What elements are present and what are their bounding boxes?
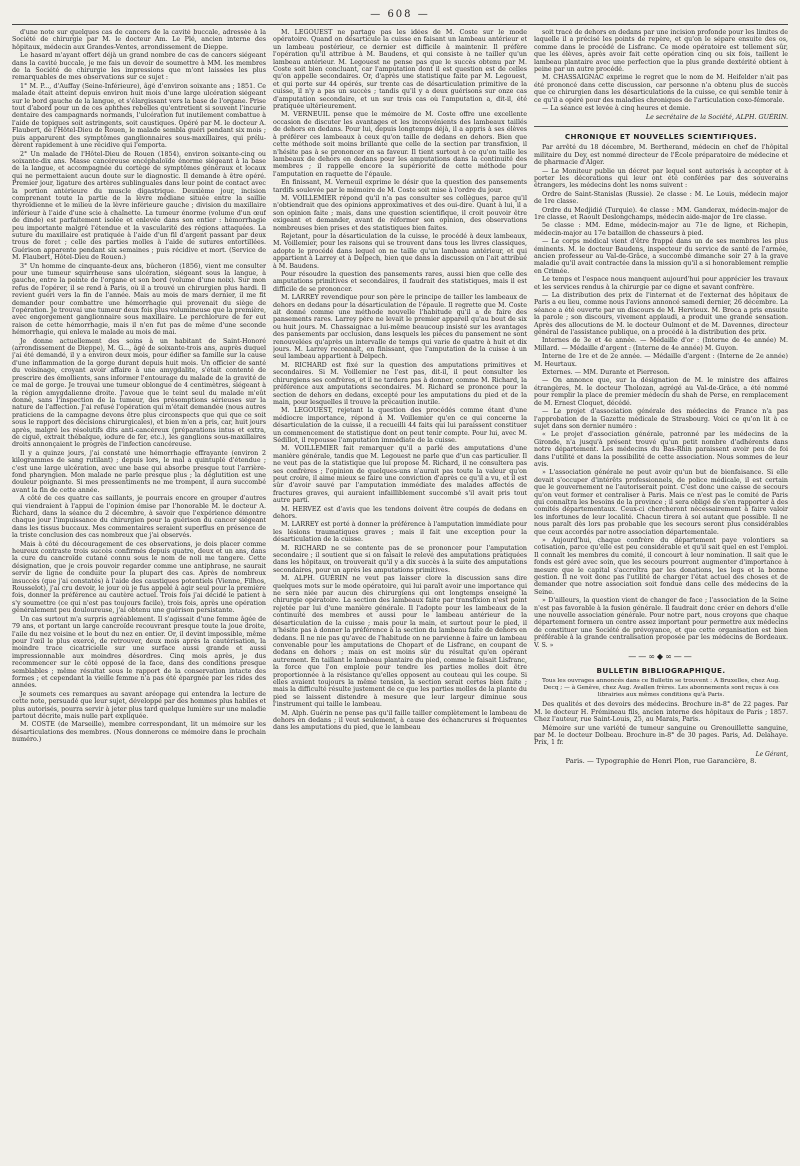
gerant-label: Le Gérant, xyxy=(755,750,788,758)
paragraph: — On annonce que, sur la désignation de M. le ministre des affaires étrangères, M. le docteur Tholozan, agrégé au Val-de-Grâce, a été nommé pour remplir la place de premier médecin du shah de Perse, en remplacement de M. Ernest Cloquet, décédé. xyxy=(534,377,788,407)
bulletin-heading: BULLETIN BIBLIOGRAPHIQUE. xyxy=(596,665,726,675)
paragraph: M. LARREY est porté à donner la préférence à l'amputation immédiate pour les lésions traumatiques graves ; mais il fait une exception pour la désarticulation de la cuisse. xyxy=(273,521,527,544)
bulletin-note: Tous les ouvrages annoncés dans ce Bulletin se trouvent : A Bruxelles, chez Aug. Decq ; — à Genève, chez Aug. Avallen frères. Les abonnements sont reçus à ces librairies aux mêmes conditions qu'à Paris. xyxy=(541,677,781,698)
paragraph: 2° Un malade de l'Hôtel-Dieu de Rouen (1854), environ soixante-cinq ou soixante-dix ans. Masse cancéreuse encéphaloïde énorme siégeant à la base de la langue, et accompagnée du cortège de symptômes généraux et locaux qui ne permettaient aucun doute sur le diagnostic. Il demande à être opéré. Premier jour, ligature des artères sublinguales dans leur point de contact avec la portion antérieure du muscle digastrique. Deuxième jour, incision comprenant toute la partie de la lèvre médiane située entre la saillie thyroïdienne et le milieu de la lèvre inférieure gauche ; division du maxillaire inférieur à l'aide d'une scie à chaînette. La tumeur énorme (volume d'un œuf de dinde) est parfaitement isolée et enlevée dans son entier : hémorrhagie peu importante malgré l'étendue et la vascularité des régions attaquées. La suture du maxillaire est pratiquée à l'aide d'un fil d'argent passant par deux trous de foret ; celle des parties molles à l'aide de sutures entortillées. Guérison apparente pendant six semaines ; puis récidive et mort. (Service de M. Flaubert, Hôtel-Dieu de Rouen.) xyxy=(12,150,266,262)
signature: Le secrétaire de la Société, ALPH. GUÉRIN. xyxy=(645,114,788,122)
columns xyxy=(12,29,788,1159)
paragraph: » Aujourd'hui, chaque confrère du département paye volontiers sa cotisation, parce qu'elle est peu considérable et qu'il sait quel en est l'emploi. Il connaît les membres du comité, il concourt à leur nomination. Il sait que le fonds est géré avec soin, que les secours pourront augmenter d'importance à mesure que le capital s'accroîtra par les donations, les legs et la bonne gestion. Il ne voit donc pas l'utilité de charger l'état actuel des choses et de demander que notre association soit fondue dans celle des médecins de la Seine. xyxy=(534,537,788,596)
paragraph: M. LEGOUEST ne partage pas les idées de M. Coste sur le mode opératoire. Quand on désarticule la cuisse en faisant un lambeau antérieur et un lambeau postérieur, ce dernier est difficile à maintenir. Il préfère l'opération qu'il attribue à M. Baudens, et qui consiste à ne tailler qu'un lambeau antérieur. M. Legouest ne pense pas que le succès obtenu par M. Coste soit bien concluant, car l'amputation dont il est question est de celles qu'on appelle secondaires. Or, d'après une statistique faite par M. Legouest, et qui porte sur 44 opérés, sur trente cas de désarticulation primitive de la cuisse, il n'y a pas un succès ; tandis qu'il y a deux guérisons sur onze cas d'amputation secondaire, et un sur trois cas où l'amputation a, dit-il, été pratiquée ultérieurement. xyxy=(273,29,527,111)
paragraph: Le temps et l'espace nous manquent aujourd'hui pour apprécier les travaux et les services rendus à la chirurgie par ce digne et savant confrère. xyxy=(534,276,788,291)
paragraph: Je soumets ces remarques au savant aréopage qui entendra la lecture de cette note, persuadé que leur sujet, développé par des hommes plus habiles et plus autorisés, pourra servir à jeter plus tard quelque lumière sur une maladie partout décrite, mais nulle part expliquée. xyxy=(12,690,266,720)
section-rule xyxy=(534,126,788,127)
imprint: Paris. — Typographie de Henri Plon, rue Garancière, 8. xyxy=(565,757,757,766)
paragraph: Rejetant, pour la désarticulation de la cuisse, le procédé à deux lambeaux, M. Voillemier, pour les raisons qui se trouvent dans tous les livres classiques, adopte le procédé dans lequel on ne taille qu'un lambeau antérieur, et qui appartient à Larrey et à Delpech, bien que dans la discussion on l'ait attribué à M. Baudens. xyxy=(273,232,527,270)
paragraph: » D'ailleurs, la question vient de changer de face ; l'association de la Seine n'est pas favorable à la fusion générale. Il faudrait donc créer en dehors d'elle une nouvelle association générale. Pour notre part, nous croyons que chaque département formera un centre assez important pour permettre aux médecins de constituer une Société de prévoyance, et que cette organisation est bien préférable à la grande centralisation proposée par les médecins de Bordeaux. V. S. » xyxy=(534,597,788,649)
paragraph: M. RICHARD ne se contente pas de se prononcer pour l'amputation secondaire ; il soutient que si on faisait le relevé des amputations pratiquées dans les hôpitaux, on trouverait qu'il y a dix succès à la suite des amputations secondaires, pour un après les amputations primitives. xyxy=(273,544,527,574)
paragraph: Le hasard m'ayant offert déjà un grand nombre de cas de cancers siégeant dans la cavité buccale, je me fais un devoir de soumettre à MM. les membres de la Société de chirurgie les impressions que m'ont laissées les plus remarquables de mes observations sur ce sujet : xyxy=(12,52,266,82)
chronique-text xyxy=(534,144,788,649)
paragraph: Des qualités et des devoirs des médecins. Brochure in-8° de 22 pages. Par M. le docteur H. Frémineau fils, ancien interne des hôpitaux de Paris ; 1857. Chez l'auteur, rue Saint-Louis, 25, au Marais, Paris. xyxy=(534,701,788,724)
paragraph: Externes. — MM. Durante et Pierreson. xyxy=(542,369,670,377)
paragraph: — Le Moniteur publie un décret par lequel sont autorisés à accepter et à porter les décorations qui leur ont été conférées par des souverains étrangers, les médecins dont les noms suivent : xyxy=(534,167,788,190)
header-rule xyxy=(12,24,788,25)
paragraph: — Le corps médical vient d'être frappé dans un de ses membres les plus éminents. M. le docteur Baudens, inspecteur du service de santé de l'armée, ancien professeur au Val-de-Grâce, a succombé dimanche soir 27 à la grave maladie qu'il avait contractée dans la mission qu'il a si honorablement remplie en Crimée. xyxy=(534,238,788,275)
paragraph: M. RICHARD est fixé sur la question des amputations primitives et secondaires. Si M. Voillemier ne l'est pas, dit-il, il peut consulter les chirurgiens ses confrères, et il ne tardera pas à donner, comme M. Richard, la préférence aux amputations secondaires. M. Richard se prononce pour la section de dehors en dedans, excepté pour les amputations du pied et de la main, pour lesquelles il trouve la précaution inutile. xyxy=(273,361,527,406)
paragraph: Ordre du Medjidié (Turquie). 4e classe : MM. Ganderax, médecin-major de 1re classe, et Raoult Deslongchamps, médecin aide-major de 1re classe. xyxy=(534,206,788,221)
paragraph: M. Alph. Guérin ne pense pas qu'il faille tailler complètement le lambeau de dehors en dedans ; il veut seulement, à cause des échancrures si fréquentes dans les amputations du pied, que le lambeau xyxy=(273,709,527,732)
paragraph: M. LARREY revendique pour son père le principe de tailler les lambeaux de dehors en dedans pour la désarticulation de l'épaule. Il regrette que M. Coste ait donné comme une méthode nouvelle l'habitude qu'il a de faire des pansements rares. Larrey père ne levait le premier appareil qu'au bout de six ou huit jours. M. Chassaignac a lui-même beaucoup insisté sur les avantages des pansements par occlusion, dans lesquels les pièces du pansement ne sont renouvelées qu'après un intervalle de temps qui varie de quatre à huit et dix jours. M. Larrey reconnaît, en finissant, que l'amputation de la cuisse à un seul lambeau appartient à Delpech. xyxy=(273,294,527,361)
paragraph: M. HERVEZ est d'avis que les tendons doivent être coupés de dedans en dehors. xyxy=(273,505,527,520)
paragraph: M. CHASSAIGNAC exprime le regret que le nom de M. Heifelder n'ait pas été prononcé dans cette discussion, car personne n'a obtenu plus de succès que ce chirurgien dans les désarticulations de la cuisse, ce qui semble tenir à ce qu'il a opéré pour des maladies chroniques de l'articulation coxo-fémorale. xyxy=(534,74,788,104)
paragraph: M. VOILLEMIER fait remarquer qu'il a parlé des amputations d'une manière générale, tandis que M. Legouest ne parle que d'un cas particulier. Il ne veut pas de la statistique que lui propose M. Richard, il ne consultera pas ses confrères ; l'opinion de quelques-uns n'aurait pas toute la valeur qu'on peut croire, il aime mieux se faire une conviction d'après ce qu'il a vu, et il est sûr d'avoir sauvé par l'amputation immédiate des malades affectés de fractures graves, qui auraient infailliblement succombé s'il avait pris tout autre parti. xyxy=(273,445,527,505)
ornament-divider: ——∞◆∞—— xyxy=(628,652,694,662)
paragraph: Par arrêté du 18 décembre, M. Bertherand, médecin en chef de l'hôpital militaire du Dey, est nommé directeur de l'École préparatoire de médecine et de pharmacie d'Alger. xyxy=(534,144,788,167)
paragraph: — Le projet d'association générale des médecins de France n'a pas l'approbation de la Gazette médicale de Strasbourg. Voici ce qu'on lit à ce sujet dans son dernier numéro : xyxy=(534,408,788,430)
paragraph: Mémoire sur une variété de tumeur sanguine ou Grenouillette sanguine, par M. le docteur Dolbeau. Brochure in-8° de 30 pages. Paris, Ad. Delahaye. Prix, 1 fr. xyxy=(534,724,788,747)
paragraph: « Le projet d'association générale, patronné par les médecins de la Gironde, n'a jusqu'à présent trouvé qu'un petit nombre d'adhérents dans notre département. Les médecins du Bas-Rhin paraissent avoir peu de foi dans l'utilité et dans la possibilité de cette association. Nous sommes de leur avis. xyxy=(534,431,788,468)
paragraph: Un cas surtout m'a surpris agréablement. Il s'agissait d'une femme âgée de 79 ans, et portant un large cancroïde recouvrant presque toute la joue droite, l'aile du nez voisine et le bout du nez en entier. Or, il devint impossible, même pour l'œil le plus exercé, de retrouver, deux mois après la cautérisation, la moindre trace cicatricielle sur une surface aussi grande et aussi impressionnable aux moindres désordres. Cinq mois après, je dus recommencer sur le côté opposé de la face, dans des conditions presque semblables ; même résultat sous le rapport de la conservation intacte des formes ; et cependant la vieille femme n'a pas été épargnée par les rides des années. xyxy=(12,615,266,690)
paragraph: Ordre de Saint-Stanislas (Russie). 2e classe : M. Le Louis, médecin major de 1re classe. xyxy=(534,190,788,206)
paragraph: d'une note sur quelques cas de cancers de la cavité buccale, adressée à la Société de chirurgie par M. le docteur Am. Le Plé, ancien interne des hôpitaux, médecin aux Grandes-Ventes, arrondissement de Dieppe. xyxy=(12,29,266,51)
paragraph: Interne de 1re et de 2e année. — Médaille d'argent : (Interne de 2e année) M. Heurtaux. xyxy=(534,353,788,368)
paragraph: M. COSTE (de Marseille), membre correspondant, lit un mémoire sur les désarticulations des membres. (Nous donnerons ce mémoire dans le prochain numéro.) xyxy=(12,721,266,744)
paragraph: Pour résoudre la question des pansements rares, aussi bien que celle des amputations primitives et secondaires, il faudrait des statistiques, mais il est difficile de se prononcer. xyxy=(273,271,527,293)
paragraph: soit tracé de dehors en dedans par une incision profonde pour les limites de laquelle il a précisé les points de repère, et qu'on le sépare ensuite des os, comme dans le procédé de Lisfranc. Ce mode opératoire est tellement sûr, que les élèves, après avoir fait cette opération cinq ou six fois, taillent le lambeau plantaire avec une perfection que la plus grande dextérité obtient à peine par un autre procédé. xyxy=(534,29,788,74)
paragraph: 3° Un homme de cinquante-deux ans, bûcheron (1856), vient me consulter pour une tumeur squirrheuse sans ulcération, siégeant sous la langue, à gauche, entre la pointe de l'organe et son bord (volume d'une noix). Sur mon refus de l'opérer, il se rend à Paris, où il a trouvé un chirurgien plus hardi. Il revient guéri vers la fin de l'année. Mais au mois de mars dernier, il me fit demander pour combattre une hémorrhagie qui provenait du siège de l'opération. Je trouvai une tumeur deux fois plus volumineuse que la première, avec engorgement ganglionnaire sous maxillaire. Le perchlorure de fer eut raison de cette hémorrhagie, mais il n'en fut pas de même d'une seconde hémorrhagie, qui enleva le malade au mois de mai. xyxy=(12,262,266,337)
paragraph: M. VERNEUIL pense que le mémoire de M. Coste offre une excellente occasion de discuter les avantages et les inconvénients des lambeaux taillés de dehors en dedans. Pour lui, depuis longtemps déjà, il a appris à ses élèves à préférer ces lambeaux à ceux qu'on taille de dedans en dehors. Bien que cette méthode soit moins brillante que celle de la section par transfixion, il n'hésite pas à se prononcer en sa faveur. Il tient surtout à ce qu'on taille les lambeaux de dehors en dedans pour les amputations dans la continuité des membres ; il rappelle encore la supériorité de cette méthode pour l'amputation en raquette de l'épaule. xyxy=(273,111,527,178)
minutes-continuation xyxy=(534,29,788,112)
page-number: — 608 — xyxy=(370,9,430,20)
paragraph: Mais à côté du découragement de ces observations, je dois placer comme heureux contraste trois succès confirmés depuis quatre, deux et un ans, dans la cure du cancroïde cutané connu sous le nom de noli me tangere. Cette désignation, que je crois pouvoir regarder comme une antiphrase, ne saurait servir de ligne de conduite pour la plupart des cas. Après de nombreux insuccès (que j'ai constatés) à l'aide des caustiques potentiels (Vienne, Filhos, Rousselot), j'ai cru devoir, le jour où je fus appelé à agir seul pour la première fois, donner la préférence au cautère actuel. Trois fois j'ai décidé le patient à s'y soumettre (ce qui n'est pas toujours facile), trois fois, après une opération généralement peu douloureuse, j'ai obtenu une guérison persistante. xyxy=(12,540,266,615)
paragraph: 1° M. P..., d'Auffay (Seine-Inférieure), âgé d'environ soixante ans ; 1851. Ce malade était atteint depuis environ huit mois d'une large ulcération siégeant sur le bord gauche de la langue, et s'élargissant vers la base de l'organe. Prise tout d'abord pour un de ces aphthes rebelles qu'entretient si souvent l'incurie dentaire des campagnards normands, l'ulcération fut inutilement combattue à l'aide de topiques soit astringents, soit caustiques. Opéré par M. le docteur A. Flaubert, de l'Hôtel-Dieu de Rouen, le malade sembla guéri pendant six mois ; puis apparurent des symptômes ganglionnaires sous-maxillaires, qui prélu-dèrent rapidement à une récidive qui l'emporta. xyxy=(12,82,266,150)
paragraph: » L'association générale ne peut avoir qu'un but de bienfaisance. Si elle devait s'occuper d'intérêts professionnels, de police médicale, il est certain que le gouvernement ne l'autoriserait point. C'est donc une caisse de secours qu'on veut former et centraliser à Paris. Mais ce n'est pas le comité de Paris qui connaîtra les besoins de la province ; il sera obligé de s'en rapporter à des comités départementaux. Ceux-ci chercheront nécessairement à faire valoir les infortunes de leur localité. Chacun tirera à soi autant que possible. Il ne nous paraît dès lors pas probable que les secours seront plus considérables que ceux accordés par notre association départementale. xyxy=(534,469,788,536)
column-right xyxy=(534,29,788,1159)
column-left xyxy=(12,29,266,1159)
paragraph: Il y a quinze jours, j'ai constaté une hémorrhagie effrayante (environ 2 kilogrammes de sang rutilant) ; depuis lors, le mal a quintuplé d'étendue ; c'est une large ulcération, avec une base qui absorbe presque tout l'arrière-fond pharyngien. Mon malade ne parle presque plus ; la déglutition est une douleur poignante. Si mes pressentiments ne me trompent, il aura succombé avant la fin de cette année. xyxy=(12,449,266,494)
paragraph: M. LEGOUEST, rejetant la question des procédés comme étant d'une médiocre importance, répond à M. Voillemier qu'en ce qui concerne la désarticulation de la cuisse, il a recueilli 44 faits qui lui paraissent constituer un commencement de statistique dont on peut tenir compte. Pour lui, avec M. Sédillot, il repousse l'amputation immédiate de la cuisse. xyxy=(273,407,527,444)
paragraph: Je donne actuellement des soins à un habitant de Saint-Honoré (arrondissement de Dieppe), M. G..., âgé de soixante-trois ans, auprès duquel j'ai été demandé, il y a environ deux mois, pour édifier sa famille sur la cause d'une inflammation de la gorge durant depuis huit mois. Un officier de santé du voisinage, croyant avoir affaire à une amygdalite, s'était contenté de prescrire des émollients, sans informer l'entourage du malade de la gravité de ce mal de gorge. Je trouvai une tumeur oblongue de 4 centimètres, siégeant à la région amygdalienne droite. J'avoue que le teint seul du malade m'eût donné, sans l'inspection de la tumeur, des présomptions sérieuses sur la nature de l'affection. J'ai refusé l'opération qui m'était demandée (nous autres praticiens de la campagne devons être plus circonspects que qui que ce soit sous le rapport des décisions chirurgicales), et bien m'en a pris, car, huit jours après, malgré les résolutifs dits anti-cancéreux (préparations intus et extra, de ciguë, extrait thébaïque, iodure de fer, etc.), les ganglions sous-maxillaires droits annonçaient le progrès de l'infection cancéreuse. xyxy=(12,337,266,449)
paragraph: 5e classe : MM. Edme, médecin-major au 71e de ligne, et Richepin, médecin-major au 17e bataillon de chasseurs à pied. xyxy=(534,222,788,237)
column-middle xyxy=(273,29,527,1159)
bulletin-entries xyxy=(534,701,788,746)
paragraph: A côté de ces quatre cas saillants, je pourrais encore en grouper d'autres qui viendraient à l'appui de l'opinion émise par l'honorable M. le docteur A. Richard, dans la séance du 2 décembre, à savoir que l'expérience démontre chaque jour l'impuissance du chirurgien pour la guérison du cancer siégeant dans les tissus buccaux. Mes commentaires seraient superflus en présence de la triste conclusion des cas nombreux que j'ai observés. xyxy=(12,495,266,540)
paragraph: Internes de 3e et 4e année. — Médaille d'or : (Interne de 4e année) M. Millard. — Médaille d'argent : (Interne de 4e année) M. Guyon. xyxy=(534,337,788,352)
paragraph: — La séance est levée à cinq heures et demie. xyxy=(542,105,691,113)
chronique-heading: CHRONIQUE ET NOUVELLES SCIENTIFIQUES. xyxy=(564,131,758,141)
paragraph: M. VOILLEMIER répond qu'il n'a pas consulter ses collègues, parce qu'il n'obtiendrait que des opinions approximatives et des oui-dire. Quant à lui, il a son opinion faite ; mais, dans une question scientifique, il croit pouvoir être exigeant et demander, avant de réformer son opinion, des observations nombreuses bien prises et des statistiques bien faites. xyxy=(273,194,527,232)
paragraph: En finissant, M. Verneuil exprime le désir que la question des pansements tardifs soulevée par le mémoire de M. Coste soit mise à l'ordre du jour. xyxy=(273,179,527,194)
paragraph: — La distribution des prix de l'internat et de l'externat des hôpitaux de Paris a eu lieu, comme nous l'avions annoncé samedi dernier, 26 décembre. La séance a été ouverte par un discours de M. Hervieux. M. Broca a pris ensuite la parole ; son discours, vivement applaudi, a produit une grande sensation. Après des allocutions de M. le docteur Oulmont et de M. Davennes, directeur général de l'assistance publique, on a procédé à la distribution des prix. xyxy=(534,292,788,337)
paragraph: M. ALPH. GUÉRIN ne veut pas laisser clore la discussion sans dire quelques mots sur le mode opératoire, qui lui paraît avoir une importance qui ne sera niée par aucun des chirurgiens qui ont longtemps enseigné la chirurgie opératoire. La section des lambeaux faite par transfixion n'est point rejetée par lui d'une manière générale. Il l'adopte pour les lambeaux de la continuité des membres et aussi pour le lambeau antérieur de la désarticulation de la cuisse ; mais pour la main, et surtout pour le pied, il n'hésite pas à donner la préférence à la section du lambeau faite de dehors en dedans. Il ne nie pas qu'avec de l'habitude on ne parvienne à faire un lambeau convenable pour les amputations de Chopart et de Lisfranc, en coupant de dedans en dehors ; mais on est moins sûr du résultat qu'en opérant autrement. En taillant le lambeau plantaire du pied, comme le faisait Lisfranc, la force que l'on emploie pour tendre les parties molles doit être proportionnée à la résistance qu'elles opposent au couteau qui les coupe. Si elles avaient toujours la même tension, la section serait certes bien faite ; mais la difficulté résulte justement de ce que les parties molles de la plante du pied se laissent distendre à mesure que leur largeur diminue sous l'instrument qui taille le lambeau. xyxy=(273,575,527,709)
